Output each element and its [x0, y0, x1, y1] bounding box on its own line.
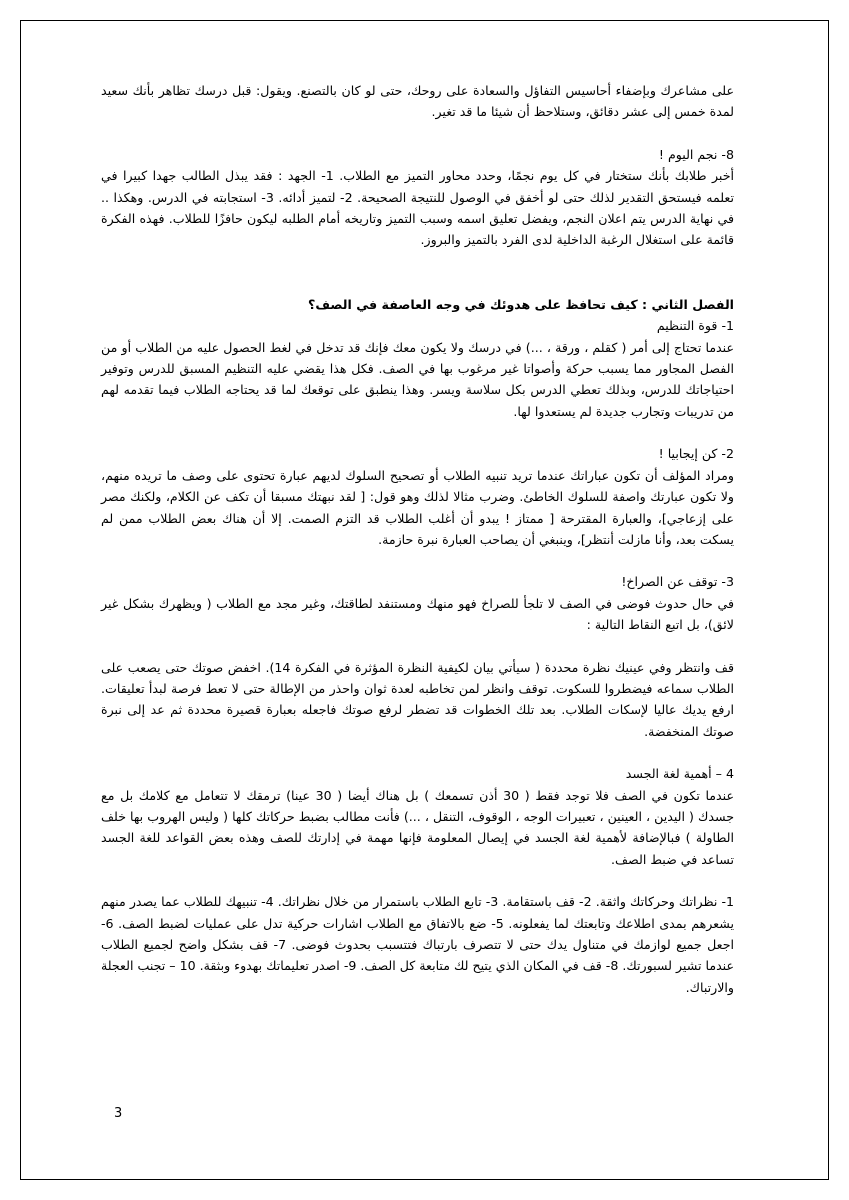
subsection-3-body: في حال حدوث فوضى في الصف لا تلجأ للصراخ فهو منهك ومستنفد لطاقتك، وغير مجد مع الطلاب ( ويظهرك بشكل غير لائق)، بل اتبع النقاط التالية : [101, 595, 734, 633]
intro-paragraph: على مشاعرك وبإضفاء أحاسيس التفاؤل والسعادة على روحك، حتى لو كان بالتصنع. ويقول: قبل درسك تظاهر بأنك سعيد لمدة خمس إلى عشر دقائق، وستلاحظ أن شيئا ما قد تغير. [101, 83, 734, 120]
page-number: 3 [114, 1106, 123, 1121]
subsection-1-body: عندما تحتاج إلى أمر ( كقلم ، ورقة ، ...) في درسك ولا يكون معك فإنك قد تدخل في لغط الحصول عليه من الطلاب أو من الفصل المجاور مما يسبب حركة وأصواتا غير مرغوب بها في الصف. فكل هذا يقضي عليه التنظيم المسبق للدرس وتوفير احتياجاتك للدرس، وبذلك تعطي الدرس بكل سلاسة ويسر. وهذا ينطبق على توقعك لما قد يحتاجه الطلاب فيما تقدمه لهم من تدريبات وتجارب جديدة لم يستعدوا لها. [101, 339, 734, 419]
subsection-4-list: 1- نظراتك وحركاتك واثقة. 2- قف باستقامة. 3- تابع الطلاب باستمرار من خلال نظراتك. 4- تنبيهك للطلاب عما يصدر منهم يشعرهم بمدى اطلاعك وتابعتك لما يفعلونه. 5- ضع بالاتفاق مع الطلاب اشارات حركية تدل على عمليات لضبط الصف. 6- اجعل جميع لوازمك في متناول يدك حتى لا تتصرف بارتباك فتتسبب بحدوث فوضى. 7- قف بشكل واضح لجميع الطلاب عندما تشير لسبورتك. 8- قف في المكان الذي يتيح لك متابعة كل الصف. 9- اصدر تعليماتك بهدوء وبثقة. 10 – تجنب العجلة والارتباك. [101, 894, 735, 995]
section-8-title: 8- نجم اليوم ! [658, 146, 734, 162]
chapter-2-title: الفصل الثاني : كيف تحافظ على هدوئك في وجه العاصفة في الصف؟ [308, 296, 734, 312]
section-8-body: أخبر طلابك بأنك ستختار في كل يوم نجمًا، وحدد محاور التميز مع الطلاب. 1- الجهد : فقد يبذل الطالب جهدا كبيرا في تعلمه فيستحق التقدير لذلك حتى لو أخفق في الوصول للنتيجة الصحيحة. 2- لتميز أدائه. 3- استجابته في الدرس. وهكذا .. في نهاية الدرس يتم اعلان النجم، ويفضل تعليق اسمه وسبب التميز وتاريخه أمام الطلبه ليكون حافزًا للطلاب. فهذه الفكرة قائمة على استغلال الرغبة الداخلية لدى الفرد بالتميز والبروز. [101, 168, 735, 248]
document-body [101, 80, 734, 998]
subsection-3-title: 3- توقف عن الصراخ! [621, 574, 734, 590]
subsection-4-body: عندما تكون في الصف فلا توجد فقط ( 30 أذن تسمعك ) بل هناك أيضا ( 30 عينا) ترمقك لا تتعامل مع كلامك بل مع جسدك ( اليدين ، العينين ، تعبيرات الوجه ، الوقوف، التنقل ، ...) فأنت مطالب بضبط حركاتك كلها ( وليس الهروب بها خلف الطاولة ) فبالإضافة لأهمية لغة الجسد في إيصال المعلومة فإنها مهمة في إدارتك للصف وهذه بعض القواعد للغة الجسد تساعد في ضبط الصف. [101, 787, 734, 867]
subsection-1-title: 1- قوة التنظيم [656, 318, 734, 334]
subsection-3-points: قف وانتظر وفي عينيك نظرة محددة ( سيأتي بيان لكيفية النظرة المؤثرة في الفكرة 14). اخفض صوتك حتى يصعب على الطلاب سماعه فيضطروا للسكوت. توقف وانظر لمن تخاطبه لعدة ثوان واحذر من الإطالة حتى لا تعط فرصة لبدأ تعليقات. ارفع يديك عاليا لإسكات الطلاب. بعد تلك الخطوات قد تضطر لرفع صوتك فاجعله بعبارة قصيرة محددة ثم عد إلى نبرة صوتك المنخفضة. [101, 659, 734, 739]
subsection-4-title: 4 – أهمية لغة الجسد [625, 766, 734, 782]
subsection-2-body: ومراد المؤلف أن تكون عباراتك عندما تريد تنبيه الطلاب أو تصحيح السلوك لديهم عبارة تحتوى على وصف ما تريده منهم، ولا تكون عبارتك واصفة للسلوك الخاطئ. وضرب مثالا لذلك وهو قول: [ لقد نبهتك مسبقا أن تكف عن الكلام، ولكنك مصر على إزعاجي]، والعبارة المقترحة [ ممتاز ! يبدو أن أغلب الطلاب قد التزم الصمت. إلا أن هناك بعض الطلاب ممن لم يسكت بعد، وأنا مازلت أنتظر]، وينبغي أن يصاحب العبارة نبرة حازمة. [101, 467, 734, 547]
subsection-2-title: 2- كن إيجابيا ! [658, 446, 734, 462]
